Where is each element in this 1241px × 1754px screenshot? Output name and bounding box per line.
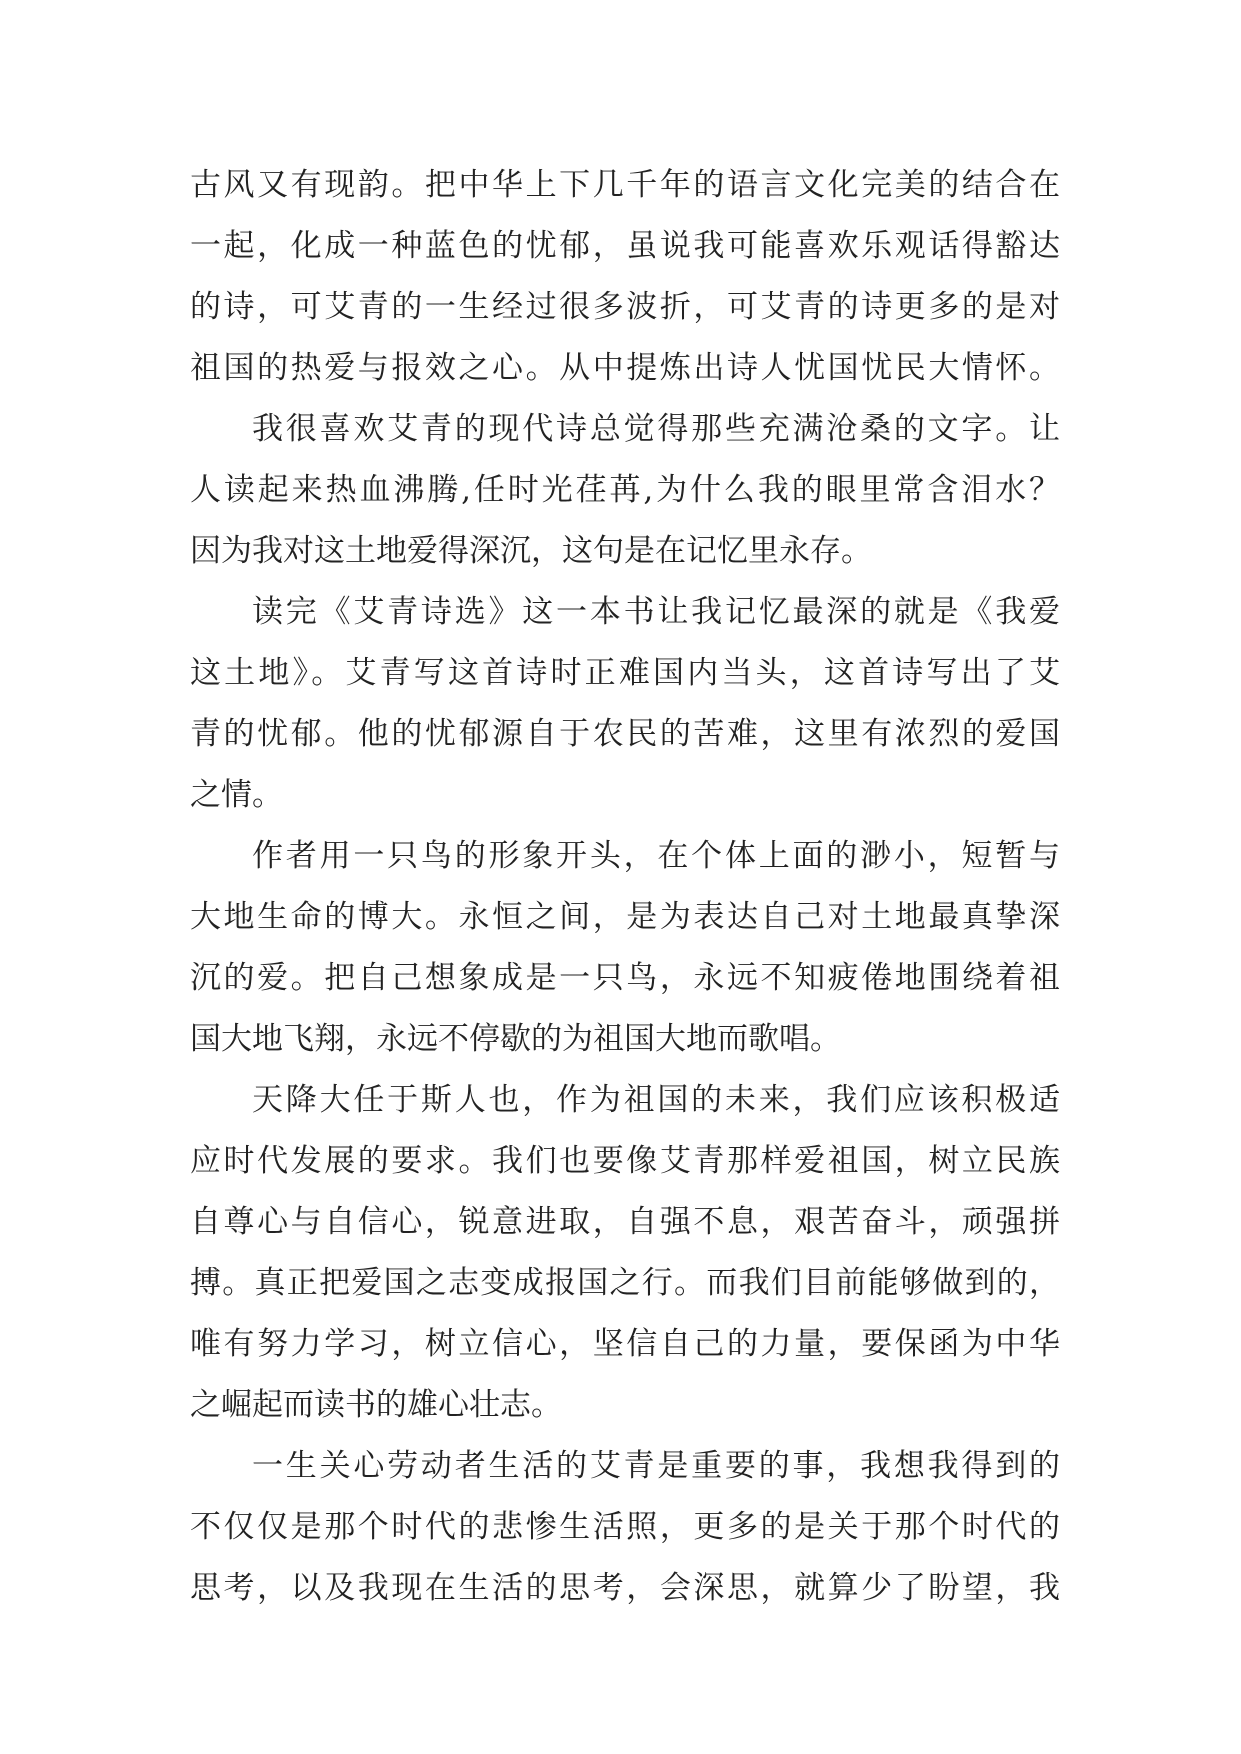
paragraph xyxy=(190,1436,1060,1619)
text-line: 不仅仅是那个时代的悲惨生活照，更多的是关于那个时代的 xyxy=(190,1509,1060,1545)
text-line: 的诗，可艾青的一生经过很多波折，可艾青的诗更多的是对 xyxy=(190,289,1060,325)
text-line: 一生关心劳动者生活的艾青是重要的事，我想我得到的 xyxy=(252,1448,1060,1484)
text-line: 沉的爱。把自己想象成是一只鸟，永远不知疲倦地围绕着祖 xyxy=(190,960,1060,996)
paragraph xyxy=(190,826,1060,1070)
text-line: 读完《艾青诗选》这一本书让我记忆最深的就是《我爱 xyxy=(252,594,1060,630)
text-line: 自尊心与自信心，锐意进取，自强不息，艰苦奋斗，顽强拼 xyxy=(190,1204,1060,1240)
text-line: 思考，以及我现在生活的思考，会深思，就算少了盼望，我 xyxy=(190,1570,1060,1606)
text-line: 人读起来热血沸腾,任时光荏苒,为什么我的眼里常含泪水？ xyxy=(190,472,1060,508)
paragraph xyxy=(190,1070,1060,1436)
text-line: 国大地飞翔，永远不停歇的为祖国大地而歌唱。 xyxy=(190,1021,841,1057)
text-line: 青的忧郁。他的忧郁源自于农民的苦难，这里有浓烈的爱国 xyxy=(190,716,1060,752)
text-line: 因为我对这土地爱得深沉，这句是在记忆里永存。 xyxy=(190,533,872,569)
text-line: 之情。 xyxy=(190,777,283,813)
text-line: 大地生命的博大。永恒之间，是为表达自己对土地最真挚深 xyxy=(190,899,1060,935)
text-line: 我很喜欢艾青的现代诗总觉得那些充满沧桑的文字。让 xyxy=(252,411,1060,447)
text-line: 应时代发展的要求。我们也要像艾青那样爱祖国，树立民族 xyxy=(190,1143,1060,1179)
paragraph xyxy=(190,399,1060,582)
text-line: 作者用一只鸟的形象开头，在个体上面的渺小，短暂与 xyxy=(252,838,1060,874)
text-line: 祖国的热爱与报效之心。从中提炼出诗人忧国忧民大情怀。 xyxy=(190,350,1060,386)
text-line: 天降大任于斯人也，作为祖国的未来，我们应该积极适 xyxy=(252,1082,1060,1118)
paragraph xyxy=(190,155,1060,399)
text-line: 唯有努力学习，树立信心，坚信自己的力量，要保函为中华 xyxy=(190,1326,1060,1362)
document-body xyxy=(190,155,1060,1619)
text-line: 搏。真正把爱国之志变成报国之行。而我们目前能够做到的， xyxy=(190,1265,1060,1301)
text-line: 之崛起而读书的雄心壮志。 xyxy=(190,1387,562,1423)
text-line: 一起，化成一种蓝色的忧郁，虽说我可能喜欢乐观话得豁达 xyxy=(190,228,1060,264)
text-line: 古风又有现韵。把中华上下几千年的语言文化完美的结合在 xyxy=(190,167,1060,203)
text-line: 这土地》。艾青写这首诗时正难国内当头，这首诗写出了艾 xyxy=(190,655,1060,691)
paragraph xyxy=(190,582,1060,826)
